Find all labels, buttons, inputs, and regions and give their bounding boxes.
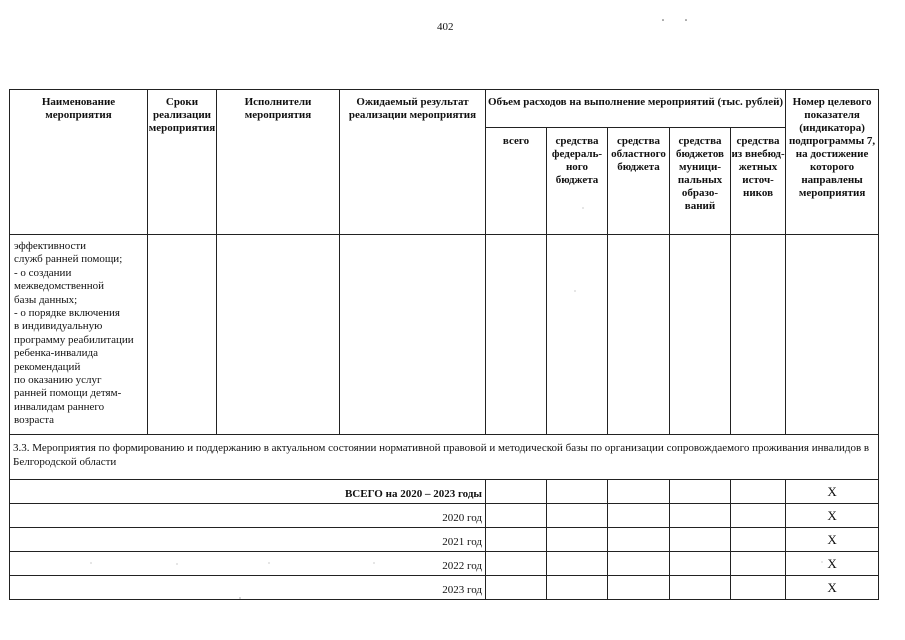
header-terms: Сроки реализации мероприятия [148,90,217,235]
empty-cell [217,235,340,435]
empty-cell [547,235,608,435]
total-label: ВСЕГО на 2020 – 2023 годы [10,480,486,504]
subheader-municipal: средства бюджетов муници-пальных образо-ваний [670,128,731,235]
activities-table [9,89,879,600]
subheader-federal: средства федераль-ного бюджета [547,128,608,235]
year-row [10,552,879,576]
indicator-mark: Х [786,480,879,504]
subheader-offbudget: средства из внебюд-жетных источ-ников [731,128,786,235]
section-row [10,435,879,480]
year-row [10,528,879,552]
empty-cell [731,235,786,435]
indicator-mark: Х [786,552,879,576]
empty-cell [608,235,670,435]
year-row [10,576,879,600]
empty-cell [670,235,731,435]
section-title: 3.3. Мероприятия по формированию и поддержанию в актуальном состоянии нормативной правовой и методической базы по организации сопровождаемого проживания инвалидов в Белгородской области [10,435,879,480]
year-label: 2022 год [10,552,486,576]
header-indicator: Номер целевого показателя (индикатора) подпрограммы 7, на достижение которого направлены мероприятия [786,90,879,235]
year-label: 2020 год [10,504,486,528]
header-result: Ожидаемый результат реализации мероприятия [340,90,486,235]
header-executors: Исполнители мероприятия [217,90,340,235]
empty-cell [486,235,547,435]
year-label: 2023 год [10,576,486,600]
year-row [10,504,879,528]
page-number: 402 [437,21,454,33]
continuation-row [10,235,879,435]
indicator-mark: Х [786,504,879,528]
empty-cell [786,235,879,435]
header-name: Наименование мероприятия [10,90,148,235]
empty-cell [340,235,486,435]
indicator-mark: Х [786,528,879,552]
total-row [10,480,879,504]
empty-cell [148,235,217,435]
subheader-total: всего [486,128,547,235]
header-costs: Объем расходов на выполнение мероприятий (тыс. рублей) [486,90,786,128]
continuation-text: эффективности служб ранней помощи; - о создании межведомственной базы данных; - о порядке включения в индивидуальную программу реабилитации ребенка-инвалида рекомендаций по оказанию услуг ранней помощи детям- инвалидам раннего возраста [10,235,148,435]
subheader-regional: средства областного бюджета [608,128,670,235]
indicator-mark: Х [786,576,879,600]
year-label: 2021 год [10,528,486,552]
